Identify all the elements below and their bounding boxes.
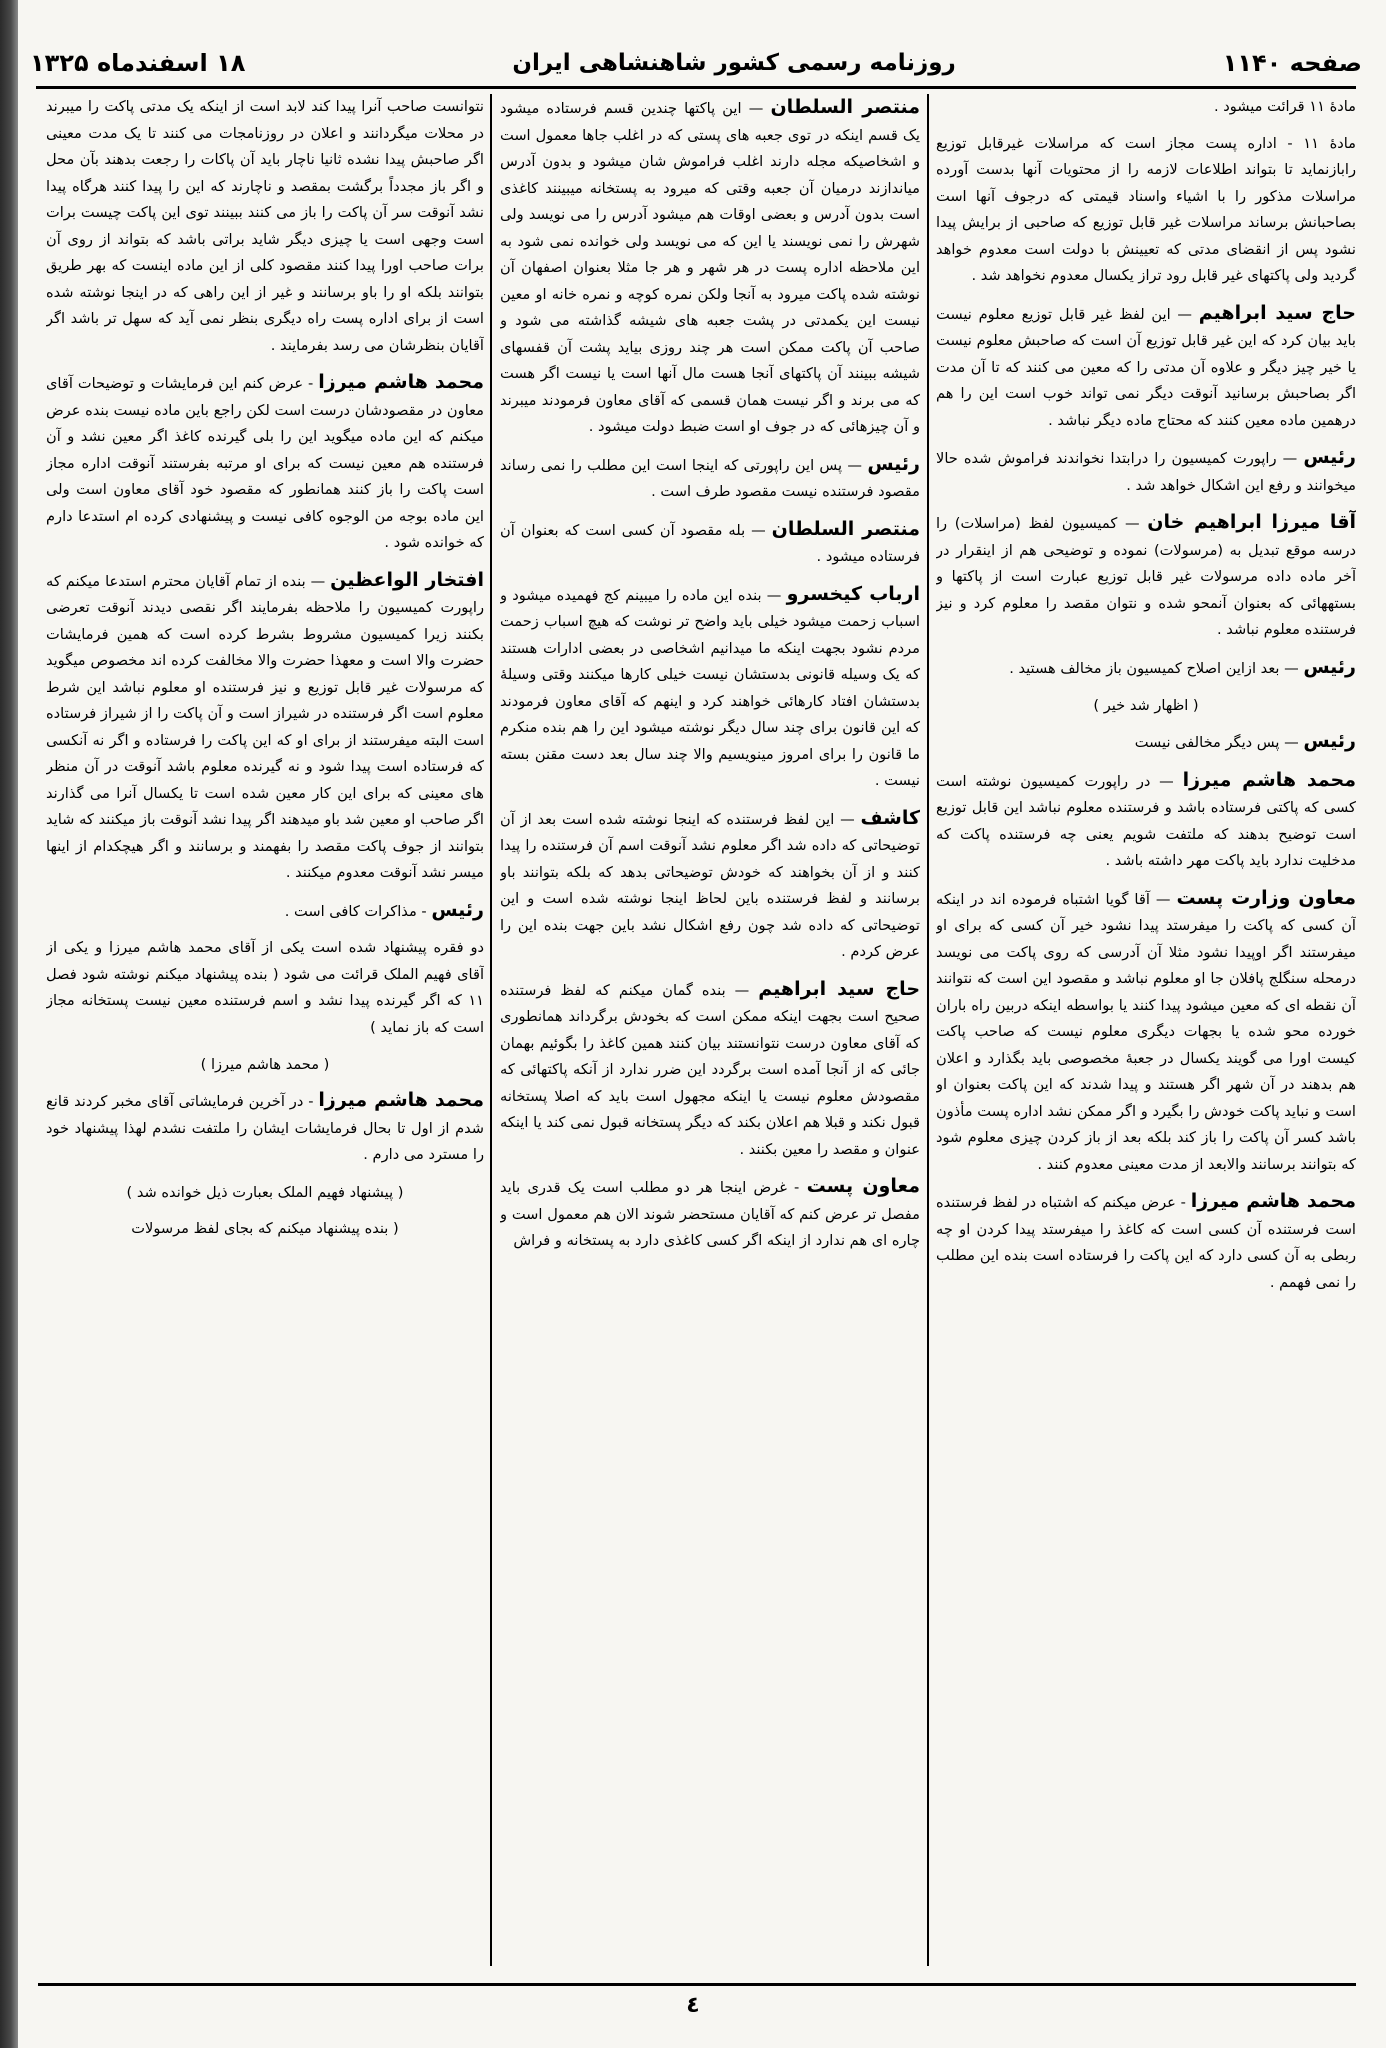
speech-text: — در راپورت کمیسیون نوشته است کسی که پاکتی فرستاده باشد و فرستنده معلوم نباشد این قابل توزیع است توضیح بدهند که ملتفت شویم یعنی چه فرستنده پاکت که مدخلیت ندارد باید پاکت مهر داشته باشد .: [936, 772, 1356, 869]
speech-paragraph: [46, 897, 484, 926]
speaker-name: افتخار الواعظین: [330, 568, 484, 591]
speaker-name: کاشف: [860, 806, 920, 829]
speech-paragraph: [46, 94, 484, 359]
speech-paragraph: [936, 444, 1356, 499]
speaker-name: ارباب کیخسرو: [786, 582, 920, 605]
speech-text: — بنده گمان میکنم که لفظ فرستنده صحیح است بجهت اینکه ممکن است که بخودش برگرداند همانطوری که آقای معاون درست نتوانستند بیان کنند همین کاغذ را بگوئیم بهمان جائی که از آنجا آمده است برگردد این ضرر ندارد از آنکه پاکتهائی که مقصودش معلوم نیست یا اینکه مجهول است باید که اصلا پستخانه قبول نکند و قبلا هم اعلان بکند که دیگر پستخانه قبول نمی کند یا اینکه عنوان و مقصد را معین بکنند .: [500, 981, 920, 1158]
speech-paragraph: [500, 451, 920, 506]
speech-text: — پس این راپورتی که اینجا است این مطلب را نمی رساند مقصود فرستنده نیست مقصود طرف است .: [500, 456, 920, 500]
speech-text: نتوانست صاحب آنرا پیدا کند لابد است از اینکه یک مدتی پاکت را میبرند در محلات میگردانند و اعلان در روزنامجات می کنند تا یک مدت معینی اگر صاحبش پیدا نشده ثانیا ناچار باید آن پاکات را رجعت بدهند بآن محل و اگر باز مجدداً برگشت بمقصد و ناچارند که این را پیدا کنند هرگاه پیدا نشد آنوقت سر آن پاکت را باز می کنند ببینند توی این پاکت چیست برات است وجهی است یا چیزی دیگر شاید براتی باشد که بتواند از روی آن برات صاحب اورا پیدا کنند مقصود کلی از این ماده اینست که بهر طریق بتوانند بلکه او را باو برسانند و غیر از این راهی که در اینجا نوشته شده است از برای اداره پست راه دیگری بنظر نمی آید که سهل تر باشد اگر آقایان بنظرشان می رسد بفرمایند .: [46, 98, 484, 354]
speaker-name: محمد هاشم میرزا: [318, 1089, 484, 1111]
speech-paragraph: [500, 581, 920, 795]
speech-paragraph: [936, 131, 1356, 290]
page-gutter-shadow: [0, 0, 18, 2048]
issue-date: ۱۸ اسفندماه ۱۳۲۵: [30, 49, 246, 77]
newspaper-title: روزنامه رسمی کشور شاهنشاهی ایران: [512, 50, 956, 76]
speech-paragraph: [936, 300, 1356, 435]
speaker-name: رئیس: [431, 898, 484, 921]
speech-paragraph: [936, 654, 1356, 683]
speaker-name: محمد هاشم میرزا: [1182, 768, 1356, 791]
speech-paragraph: [936, 94, 1356, 121]
page-footer-number: ٤: [686, 1993, 700, 2018]
speaker-name: معاون پست: [806, 1175, 920, 1197]
speaker-name: آقا میرزا ابراهیم خان: [1147, 511, 1356, 533]
speech-paragraph: [46, 935, 484, 1041]
speaker-name: معاون وزارت پست: [1176, 886, 1356, 909]
speaker-name: حاج سید ابراهیم: [758, 977, 920, 1000]
speech-text: - در آخرین فرمایشاتی آقای مخبر کردند قانع شدم از اول تا بحال فرمایشات ایشان را ملتفت نشدم لهذا پیشنهاد خود را مسترد می دارم .: [46, 1093, 484, 1163]
column-right: [936, 94, 1356, 1966]
speaker-name: منتصر السلطان: [771, 517, 920, 540]
speech-paragraph: [500, 805, 920, 966]
centered-note: ( محمد هاشم میرزا ): [200, 1056, 330, 1073]
speech-paragraph: [500, 976, 920, 1164]
speech-paragraph: [500, 516, 920, 571]
column-middle: [500, 94, 920, 1966]
speech-text: دو فقره پیشنهاد شده است یکی از آقای محمد هاشم میرزا و یکی از آقای فهیم الملک قرائت می شود ( بنده پیشنهاد میکنم نوشته شود فصل ۱۱ که اگر گیرنده پیدا نشد و اسم فرستنده معین نیست پستخانه مجاز است که باز نماید ): [46, 939, 484, 1036]
speech-text: — بنده این ماده را میبینم کج فهمیده میشود و اسباب زحمت میشود خیلی باید واضح تر نوشت که هیچ اسباب زحمت مردم نشود بجهت اینکه ما میدانیم اشخاصی در بعضی ادارات هستند که یک وسیله قانونی بدستشان نیست خیلی کارها میکنند وقتی وسیلهٔ بدستشان افتاد کارهائی خواهند کرد و اینهم که آقای معاون فرمودند که این قانون برای چند سال دیگر نوشته میشود این را هم بنده منکرم ما قانون را برای امروز مینویسیم والا چند سال بعد دست مقنن بسته نیست .: [500, 586, 920, 789]
centered-note: ( پیشنهاد فهیم الملک بعبارت ذیل خوانده شد ): [126, 1183, 404, 1201]
speech-paragraph: [936, 885, 1356, 1179]
speaker-name: منتصر السلطان: [770, 96, 920, 118]
speech-paragraph: [936, 767, 1356, 875]
speaker-name: رئیس: [867, 452, 920, 475]
speech-text: مادهٔ ۱۱ قرائت میشود .: [1213, 98, 1356, 115]
speech-text: مادهٔ ۱۱ - اداره پست مجاز است که مراسلات غیرقابل توزیع رابازنماید تا بتواند اطلاعات لازمه را از محتویات آنها بدست آورده مراسلات مذکور را با اشیاء واسناد قیمتی که درجوف آنها است بصاحبانش برساند مراسلات غیر قابل توزیع که صاحبی از برایش پیدا نشود پس از انقضای مدتی که تعیینش با دولت است معدوم خواهد گردید ولی پاکتهای غیر قابل رود تراز یکسال معدوم نخواهد شد .: [936, 134, 1356, 284]
centered-note: ( اظهار شد خیر ): [1093, 697, 1199, 714]
column-divider: [490, 94, 492, 1966]
header-rule: [36, 86, 1356, 89]
speech-text: - عرض میکنم که اشتباه در لفظ فرستنده است فرستنده آن کسی است که کاغذ را میفرستد پیدا کردن او چه ربطی به آن کسی دارد که این پاکت را فرستاده است بنده این مطلب را نمی فهمم .: [936, 1194, 1356, 1291]
speech-text: - عرض کنم این فرمایشات و توضیحات آقای معاون در مقصودشان درست است لکن راجع باین ماده نیست بنده عرض میکنم که این ماده میگوید این را بلی گیرنده کاغذ اگر معین نشد و آن فرستنده هم معین نیست که برای او مرتبه بفرستند آنوقت اداره مجاز است پاکت را باز کنند همانطور که مقصود خود آقای معاون است ولی این ماده بوجه من الوجوه کافی نیست و پیشنهادی کرده ام استدعا دارم که خوانده شود .: [46, 375, 484, 551]
footer-rule: [38, 1983, 1356, 1986]
speech-text: — کمیسیون لفظ (مراسلات) را درسه موقع تبدیل به (مرسولات) نموده و توضیحی هم از اینقرار در آخر ماده داده مرسولات غیر قابل توزیع عبارت است از پاکتها و بستههائی که بعنوان آنمحو شده و نتوان مقصد را معلوم کرد و نیز فرستنده معلوم نباشد .: [936, 515, 1356, 638]
speaker-name: رئیس: [1303, 730, 1356, 752]
speech-text: — این لفظ غیر قابل توزیع معلوم نیست باید بیان کرد که این غیر قابل توزیع آن است که صاحبش معلوم نیست یا خیر چیز دیگر و علاوه آن مدتی را که معین می کنند که تا آن مدت اگر بصاحبش برسانید آنوقت دیگر نمی تواند خوب است این را هم درهمین ماده معین کنند که محتاج ماده دیگر نباشد .: [936, 305, 1356, 429]
speech-text: — راپورت کمیسیون را درابتدا نخواندند فراموش شده حالا میخوانند و رفع این اشکال خواهد شد .: [936, 450, 1356, 494]
speech-text: — بله مقصود آن کسی است که بعنوان آن فرستاده میشود .: [500, 521, 920, 565]
speech-text: - مذاکرات کافی است .: [284, 902, 427, 920]
speech-text: — پس دیگر مخالفی نیست: [1134, 734, 1299, 751]
speech-paragraph: [936, 728, 1356, 757]
speech-paragraph: [46, 567, 484, 887]
speaker-name: محمد هاشم میرزا: [318, 371, 484, 393]
speech-text: — بعد ازاین اصلاح کمیسیون باز مخالف هستید .: [1009, 659, 1299, 677]
page-number-label: صفحه ۱۱۴۰: [1222, 49, 1362, 77]
article-columns: [38, 94, 1356, 1966]
page-header: [30, 48, 1362, 78]
speech-text: — آقا گویا اشتباه فرموده اند در اینکه آن کسی که پاکت را میفرستد پیدا نشود خیر آن کسی که برای او میفرستند اگر اوپیدا نشود مثلا آن آدرسی که روی پاکت می نویسد درمحله سنگلج پافلان جا او معلوم نباشد و مقصود این است که نتوانند آن نقطه ای که معین میشود پیدا کنند یا بواسطه اینکه دربین راه باران خورده محو شده یا بجهات دیگری معلوم نیست که صاحب پاکت کیست اورا می گویند یکسال در جعبهٔ مخصوصی باید بگذارد و اعلان هم بدهند در آن شهر اگر هستند و پیدا شدند که این پاکت بعنوان او است و نباید پاکت خودش را بگیرد و اگر ممکن نشد اداره پست مأذون باشد کسر آن پاکت را باز کند بلکه بعد از باز کردن چیزی معلوم شود که بتوانند برسانند والابعد از مدت معینی معدوم کنند .: [936, 890, 1356, 1173]
speech-paragraph: [46, 1087, 484, 1169]
speech-paragraph: [500, 94, 920, 441]
speech-paragraph: [500, 1173, 920, 1255]
speaker-name: محمد هاشم میرزا: [1190, 1190, 1356, 1212]
speech-text: - غرض اینجا هر دو مطلب است یک قدری باید مفصل تر عرض کنم که آقایان مستحضر شوند الان هم معمول است و چاره ای هم ندارد از اینکه اگر کسی کاغذی دارد به پستخانه و فراش: [500, 1179, 920, 1249]
speaker-name: رئیس: [1303, 655, 1356, 678]
speech-paragraph: [46, 369, 484, 557]
speech-paragraph: [936, 1188, 1356, 1296]
speech-text: — بنده از تمام آقایان محترم استدعا میکنم که راپورت کمیسیون را ملاحظه بفرمایند اگر نقصی دیدند آنوقت تعرضی بکنند زیرا کمیسیون مشروط بشرط کرده است که همین فرمایشات حضرت والا است و معهذا حضرت والا مخالفت کرده اند مخصوص میگوید که مرسولات غیر قابل توزیع و نیز فرستنده او معلوم نباشد این شرط معلوم است اگر فرستنده در شیراز است و آن پاکت را از شیراز فرستاده است البته میفرستند از برای او که این پاکت را فرستاده و اگر نه آنکسی که فرستاده است پیدا شود و نه گیرنده معلوم باشد آنوقت در آن منظر های معینی که برای این کار معین شده است تا یکسال آنرا می گذارند اگر صاحب او معین شد باو میدهند اگر پیدا نشد آنوقت باز میکنند که شاید بتوانند از جوف پاکت مقصد را بفهمند و برسانند و اگر هیچکدام از اینها میسر نشد آنوقت معدوم میکنند .: [46, 572, 484, 881]
speech-text: — این لفظ فرستنده که اینجا نوشته شده است بعد از آن توضیحاتی که داده شد اگر معلوم نشد آنوقت اسم آن فرستنده را پیدا کنند و از آن بخواهند که خودش توضیحاتی بدهد که بلکه بتوانند باو برسانند و لفظ فرستنده باین لحاظ اینجا نوشته شده است و این توضیحاتی که داده شد چون رفع اشکال نشد باین جهت بنده این را عرض کردم .: [500, 810, 920, 960]
speaker-name: حاج سید ابراهیم: [1198, 301, 1356, 324]
speaker-name: رئیس: [1303, 446, 1356, 468]
column-divider: [927, 94, 929, 1966]
centered-note: ( بنده پیشنهاد میکنم که بجای لفظ مرسولات: [131, 1219, 399, 1237]
speech-paragraph: [936, 509, 1356, 644]
speech-text: — این پاکتها چندین قسم فرستاده میشود یک قسم اینکه در توی جعبه های پستی که در اغلب جاها معمول است و اشخاصیکه مجله دارند اغلب فراموش شان میشود و بدون آدرس میاندازند درمیان آن جعبه وقتی که میرود به پستخانه میبینند کاغذی است بدون آدرس و بعضی اوقات هم میشود آدرس را می نویسد ولی شهرش را نمی نویسند یا این که می نویسد ولی خوانده نمی شود به این ملاحظه اداره پست در هر شهر و هر جا مثلا بعنوان اصفهان آن نوشته شده پاکت میرود به آنجا ولکن نمره کوچه و نمره خانه او معین نیست این یکمدتی در پشت جعبه های شیشه گذاشته می شود و صاحب آن پاکت ممکن است هر چند روزی بیاید پشت آن قفسهای شیشه ببینند آن پاکتهای آنجا هست مال آنها است یا نیست اگر هست که می برند و اگر نیست همان قسمی که آقای معاون فرمودند میبرند و آن چیزهائی که در جوف او است ضبط دولت میشود .: [500, 100, 920, 435]
column-left: [46, 94, 484, 1966]
